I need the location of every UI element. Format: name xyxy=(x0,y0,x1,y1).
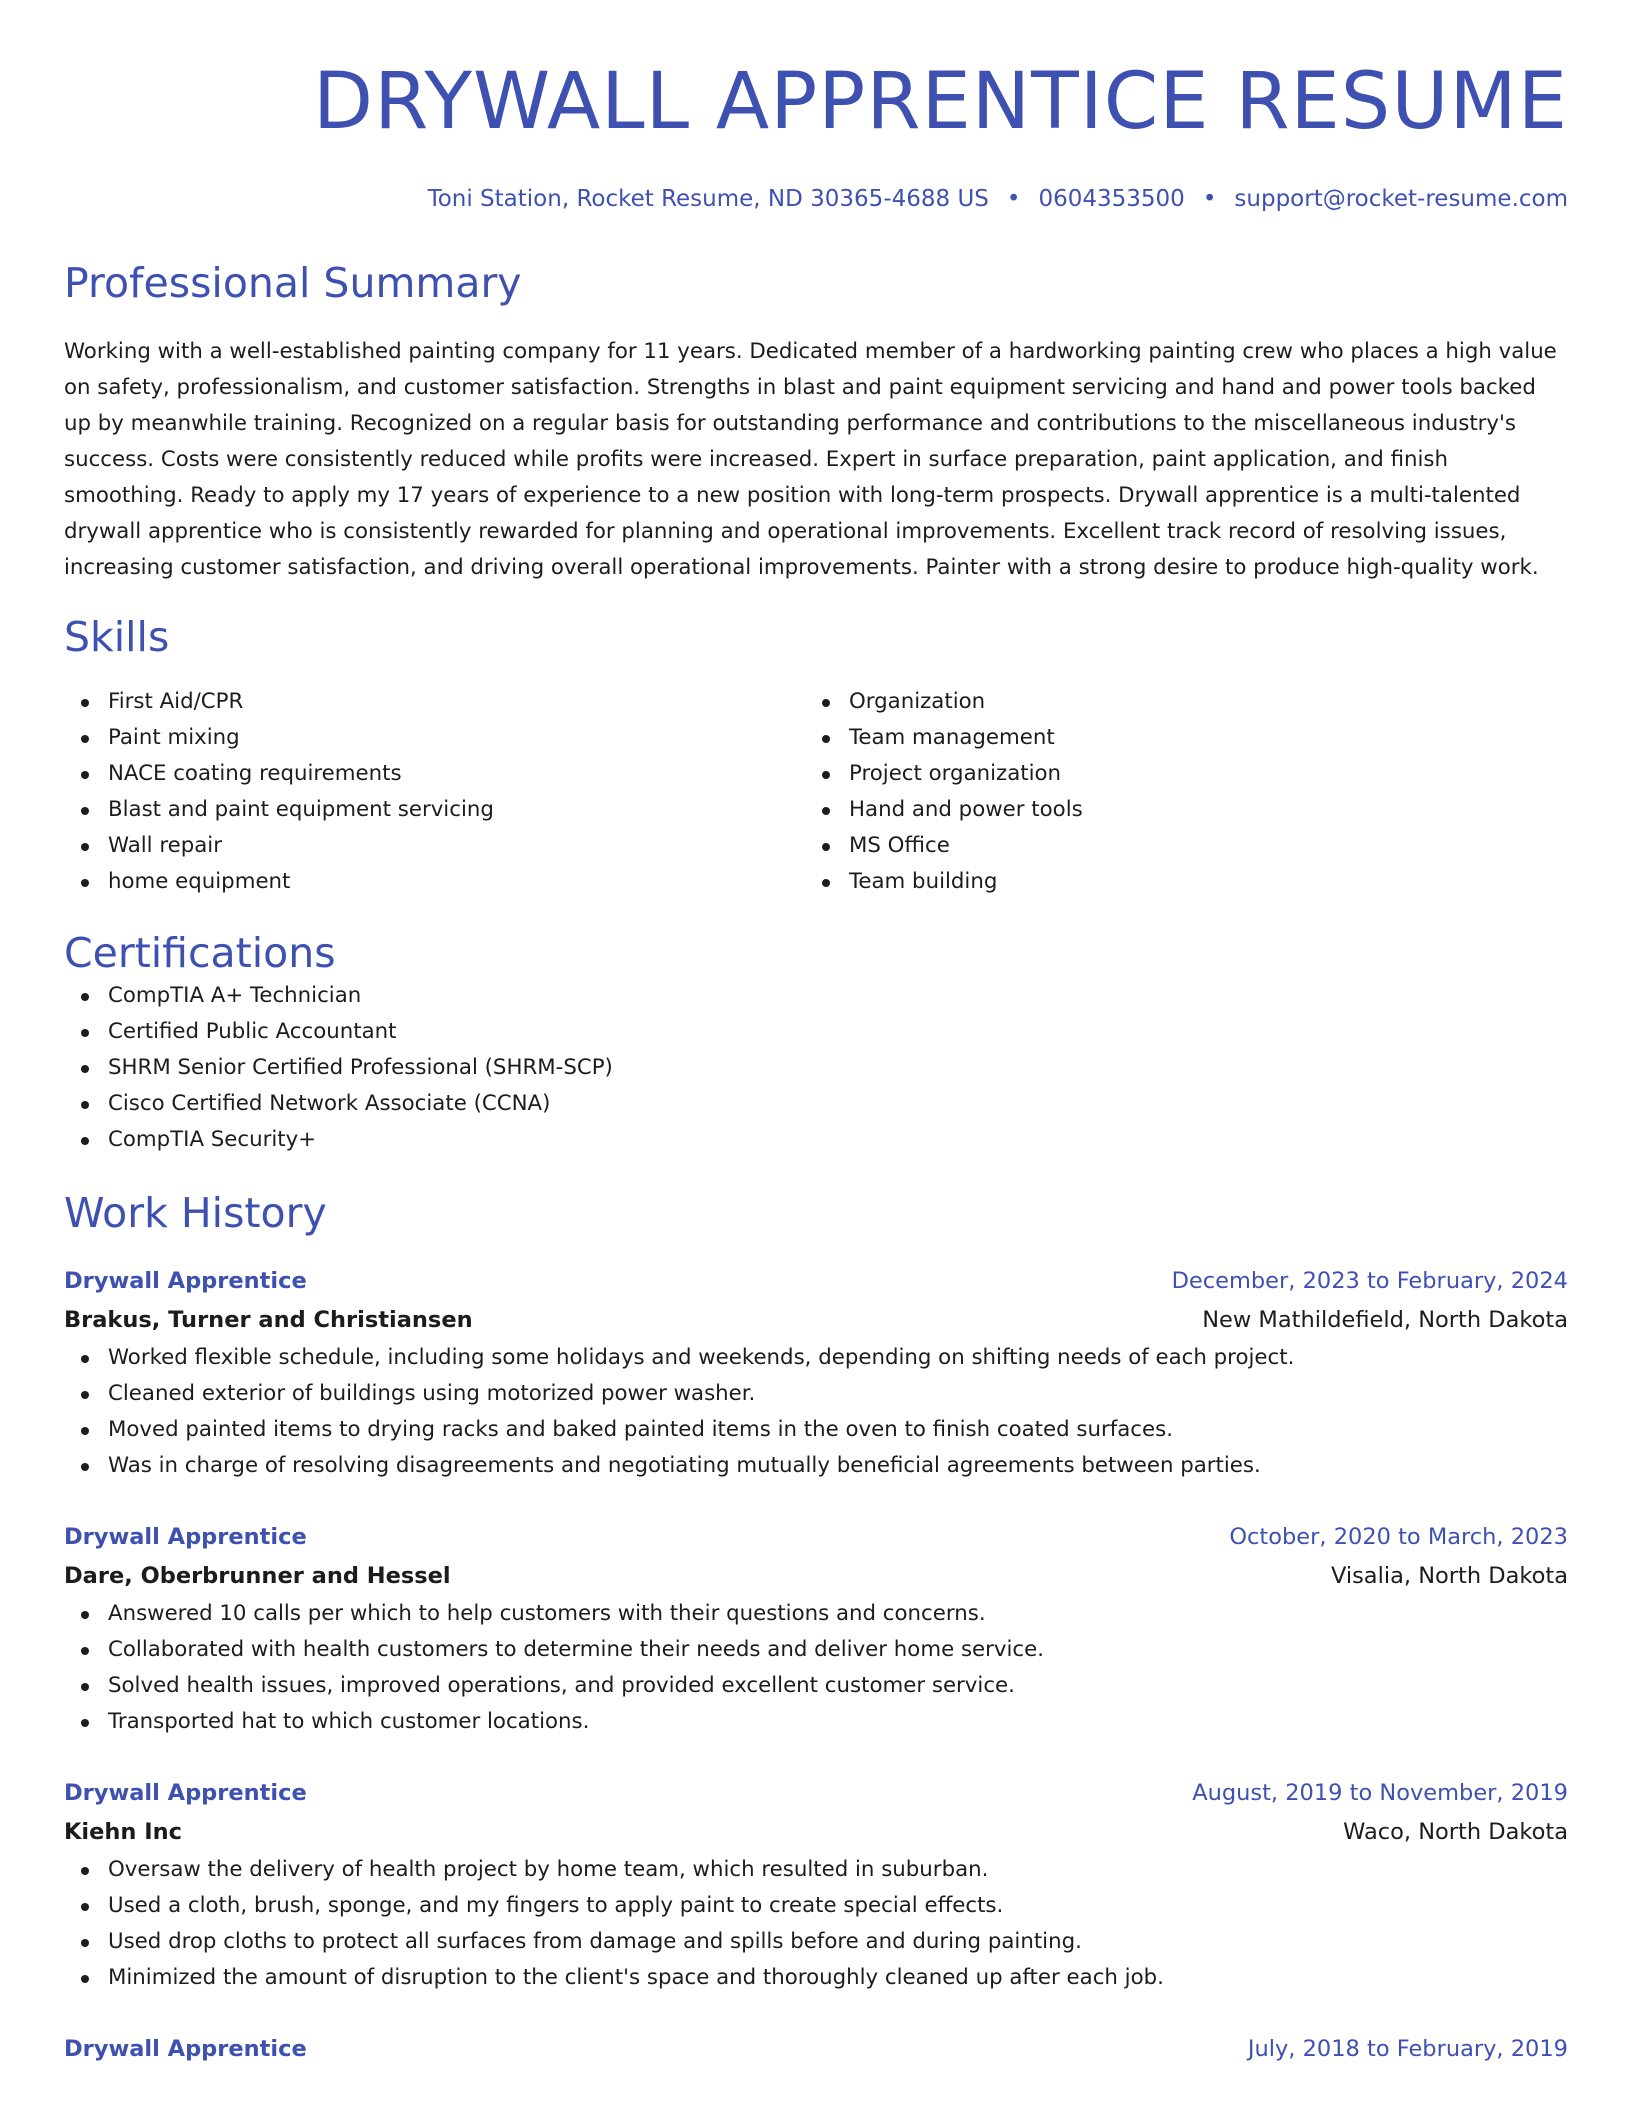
contact-line xyxy=(64,184,1568,214)
job-duty: Moved painted items to drying racks and baked painted items in the oven to finish coated surfaces. xyxy=(64,1412,1568,1448)
skill-item: Organization xyxy=(805,684,1546,720)
contact-phone: 0604353500 xyxy=(1038,186,1185,212)
skills-list-right xyxy=(805,684,1546,900)
job-header-row xyxy=(64,1262,1568,1300)
summary-text: Working with a well-established painting company for 11 years. Dedicated member of a hardworking painting crew who places a high value on safety, professionalism, and customer satisfaction. Strengths in blast and paint equipment servicing and hand and power tools backed up by meanwhile training. Recognized on a regular basis for outstanding performance and contributions to the miscellaneous industry's success. Costs were consistently reduced while profits were increased. Expert in surface preparation, paint application, and finish smoothing. Ready to apply my 17 years of experience to a new position with long-term prospects. Drywall apprentice is a multi-talented drywall apprentice who is consistently rewarded for planning and operational improvements. Excellent track record of resolving issues, increasing customer satisfaction, and driving overall operational improvements. Painter with a strong desire to produce high-quality work. xyxy=(64,339,1557,580)
job-duty: Minimized the amount of disruption to the client's space and thoroughly cleaned up after each job. xyxy=(64,1960,1568,1996)
job-duties-list xyxy=(64,1340,1568,1484)
job-entry xyxy=(64,1518,1568,1740)
certification-item: Cisco Certified Network Associate (CCNA) xyxy=(64,1086,1568,1122)
skill-item: Team building xyxy=(805,864,1546,900)
job-duty: Transported hat to which customer locations. xyxy=(64,1704,1568,1740)
skills-grid xyxy=(64,684,1568,900)
job-duty: Oversaw the delivery of health project by home team, which resulted in suburban. xyxy=(64,1852,1568,1888)
contact-address: Toni Station, Rocket Resume, ND 30365-4688 US xyxy=(427,186,989,212)
skill-item: home equipment xyxy=(64,864,805,900)
skill-item: MS Office xyxy=(805,828,1546,864)
skill-item: First Aid/CPR xyxy=(64,684,805,720)
job-header-row xyxy=(64,1774,1568,1812)
job-title: Drywall Apprentice xyxy=(64,1780,307,1806)
skill-item: Blast and paint equipment servicing xyxy=(64,792,805,828)
contact-separator: • xyxy=(1202,186,1217,212)
skill-item: Paint mixing xyxy=(64,720,805,756)
certifications-list xyxy=(64,978,1568,1158)
contact-email: support@rocket-resume.com xyxy=(1234,186,1568,212)
job-company-row xyxy=(64,1556,1568,1596)
page-title: DRYWALL APPRENTICE RESUME xyxy=(313,57,1568,147)
job-company-row xyxy=(64,1300,1568,1340)
job-entry xyxy=(64,2030,1568,2068)
skills-list-left xyxy=(64,684,805,900)
job-location: Waco, North Dakota xyxy=(1343,1819,1568,1845)
job-duty: Collaborated with health customers to determine their needs and deliver home service. xyxy=(64,1632,1568,1668)
job-company: Brakus, Turner and Christiansen xyxy=(64,1307,473,1333)
skill-item: Wall repair xyxy=(64,828,805,864)
certifications-heading: Certifications xyxy=(64,929,336,977)
job-location: Visalia, North Dakota xyxy=(1330,1563,1568,1589)
skill-item: Project organization xyxy=(805,756,1546,792)
skill-item: Hand and power tools xyxy=(805,792,1546,828)
job-dates: July, 2018 to February, 2019 xyxy=(1247,2036,1568,2062)
job-dates: August, 2019 to November, 2019 xyxy=(1192,1780,1568,1806)
job-entry xyxy=(64,1262,1568,1484)
certification-item: Certified Public Accountant xyxy=(64,1014,1568,1050)
job-location: New Mathildefield, North Dakota xyxy=(1202,1307,1568,1333)
job-entry xyxy=(64,1774,1568,1996)
certification-item: SHRM Senior Certified Professional (SHRM-SCP) xyxy=(64,1050,1568,1086)
certification-item: CompTIA Security+ xyxy=(64,1122,1568,1158)
job-dates: October, 2020 to March, 2023 xyxy=(1229,1524,1568,1550)
skills-heading: Skills xyxy=(64,613,170,661)
job-duty: Was in charge of resolving disagreements and negotiating mutually beneficial agreements between parties. xyxy=(64,1448,1568,1484)
job-header-row xyxy=(64,1518,1568,1556)
job-company: Kiehn Inc xyxy=(64,1819,183,1845)
job-duties-list xyxy=(64,1596,1568,1740)
skills-column-right xyxy=(805,684,1546,900)
work-history-heading: Work History xyxy=(64,1189,327,1237)
job-duty: Worked flexible schedule, including some holidays and weekends, depending on shifting needs of each project. xyxy=(64,1340,1568,1376)
job-title: Drywall Apprentice xyxy=(64,1524,307,1550)
skills-column-left xyxy=(64,684,805,900)
summary-heading: Professional Summary xyxy=(64,259,522,307)
skill-item: Team management xyxy=(805,720,1546,756)
job-duty: Cleaned exterior of buildings using motorized power washer. xyxy=(64,1376,1568,1412)
job-company-row xyxy=(64,1812,1568,1852)
job-duty: Used a cloth, brush, sponge, and my fingers to apply paint to create special effects. xyxy=(64,1888,1568,1924)
job-duty: Answered 10 calls per which to help customers with their questions and concerns. xyxy=(64,1596,1568,1632)
job-title: Drywall Apprentice xyxy=(64,2036,307,2062)
job-duty: Solved health issues, improved operations, and provided excellent customer service. xyxy=(64,1668,1568,1704)
job-company: Dare, Oberbrunner and Hessel xyxy=(64,1563,451,1589)
job-duty: Used drop cloths to protect all surfaces from damage and spills before and during painting. xyxy=(64,1924,1568,1960)
contact-separator: • xyxy=(1006,186,1021,212)
job-dates: December, 2023 to February, 2024 xyxy=(1171,1268,1568,1294)
job-duties-list xyxy=(64,1852,1568,1996)
job-title: Drywall Apprentice xyxy=(64,1268,307,1294)
skill-item: NACE coating requirements xyxy=(64,756,805,792)
job-header-row xyxy=(64,2030,1568,2068)
certification-item: CompTIA A+ Technician xyxy=(64,978,1568,1014)
